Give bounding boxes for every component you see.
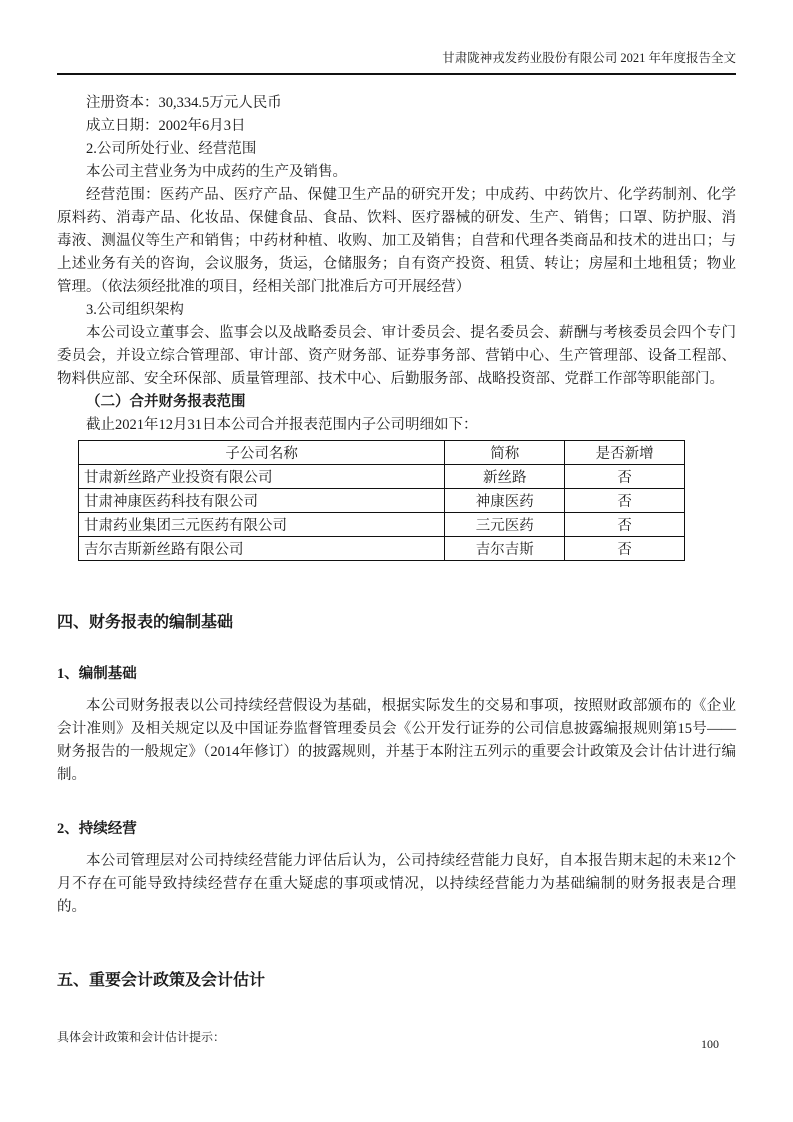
subsidiary-newly-added: 否 bbox=[565, 489, 685, 513]
page-content bbox=[57, 92, 736, 1045]
accounting-policy-note: 具体会计政策和会计估计提示： bbox=[57, 1030, 226, 1044]
subsidiary-newly-added: 否 bbox=[565, 513, 685, 537]
table-row bbox=[79, 489, 685, 513]
table-row bbox=[79, 537, 685, 561]
subsidiary-newly-added: 否 bbox=[565, 465, 685, 489]
section4-sub2-heading: 2、持续经营 bbox=[57, 821, 137, 837]
subsidiary-name: 吉尔吉斯新丝路有限公司 bbox=[79, 537, 445, 561]
column-header-subsidiary-name: 子公司名称 bbox=[79, 441, 445, 465]
column-header-newly-added: 是否新增 bbox=[565, 441, 685, 465]
section5-heading: 五、重要会计政策及会计估计 bbox=[57, 972, 266, 989]
section4-heading: 四、财务报表的编制基础 bbox=[57, 614, 234, 631]
business-scope-paragraph: 经营范围：医药产品、医疗产品、保健卫生产品的研究开发；中成药、中药饮片、化学药制剂、化学原料药、消毒产品、化妆品、保健食品、食品、饮料、医疗器械的研发、生产、销售；口罩、防护服、消毒液、测温仪等生产和销售；中药材种植、收购、加工及销售；自营和代理各类商品和技术的进出口；与上述业务有关的咨询，会议服务，货运，仓储服务；自有资产投资、租赁、转让；房屋和土地租赁；物业管理。（依法须经批准的项目，经相关部门批准后方可开展经营） bbox=[57, 187, 736, 295]
section4-sub1-heading: 1、编制基础 bbox=[57, 666, 137, 682]
subsidiary-short-name: 吉尔吉斯 bbox=[445, 537, 565, 561]
main-business-line: 本公司主营业务为中成药的生产及销售。 bbox=[86, 164, 347, 180]
industry-scope-heading: 2.公司所处行业、经营范围 bbox=[86, 141, 257, 157]
going-concern-paragraph: 本公司管理层对公司持续经营能力评估后认为，公司持续经营能力良好，自本报告期末起的未来12个月不存在可能导致持续经营存在重大疑虑的事项或情况，以持续经营能力为基础编制的财务报表是合理的。 bbox=[57, 853, 736, 915]
table-row bbox=[79, 513, 685, 537]
subsidiary-short-name: 新丝路 bbox=[445, 465, 565, 489]
preparation-basis-paragraph: 本公司财务报表以公司持续经营假设为基础，根据实际发生的交易和事项，按照财政部颁布的《企业会计准则》及相关规定以及中国证券监督管理委员会《公开发行证券的公司信息披露编报规则第15号——财务报告的一般规定》（2014年修订）的披露规则，并基于本附注五列示的重要会计政策及会计估计进行编制。 bbox=[57, 698, 736, 783]
subsidiary-table bbox=[78, 440, 685, 561]
org-structure-heading: 3.公司组织架构 bbox=[86, 302, 184, 318]
table-header-row bbox=[79, 441, 685, 465]
subsidiary-short-name: 神康医药 bbox=[445, 489, 565, 513]
org-structure-paragraph: 本公司设立董事会、监事会以及战略委员会、审计委员会、提名委员会、薪酬与考核委员会四个专门委员会，并设立综合管理部、审计部、资产财务部、证券事务部、营销中心、生产管理部、设备工程部、物料供应部、安全环保部、质量管理部、技术中心、后勤服务部、战略投资部、党群工作部等职能部门。 bbox=[57, 325, 736, 387]
subsidiary-name: 甘肃新丝路产业投资有限公司 bbox=[79, 465, 445, 489]
founding-date-line: 成立日期：2002年6月3日 bbox=[86, 118, 246, 134]
page-header bbox=[57, 48, 736, 75]
page-number: 100 bbox=[701, 1037, 719, 1051]
table-row bbox=[79, 465, 685, 489]
report-title: 甘肃陇神戎发药业股份有限公司 2021 年年度报告全文 bbox=[442, 51, 736, 65]
consolidation-scope-heading: （二）合并财务报表范围 bbox=[86, 394, 246, 410]
column-header-short-name: 简称 bbox=[445, 441, 565, 465]
subsidiary-name: 甘肃药业集团三元医药有限公司 bbox=[79, 513, 445, 537]
subsidiary-name: 甘肃神康医药科技有限公司 bbox=[79, 489, 445, 513]
registered-capital-line: 注册资本：30,334.5万元人民币 bbox=[86, 95, 282, 111]
consolidation-intro-line: 截止2021年12月31日本公司合并报表范围内子公司明细如下： bbox=[86, 417, 478, 433]
subsidiary-newly-added: 否 bbox=[565, 537, 685, 561]
subsidiary-short-name: 三元医药 bbox=[445, 513, 565, 537]
